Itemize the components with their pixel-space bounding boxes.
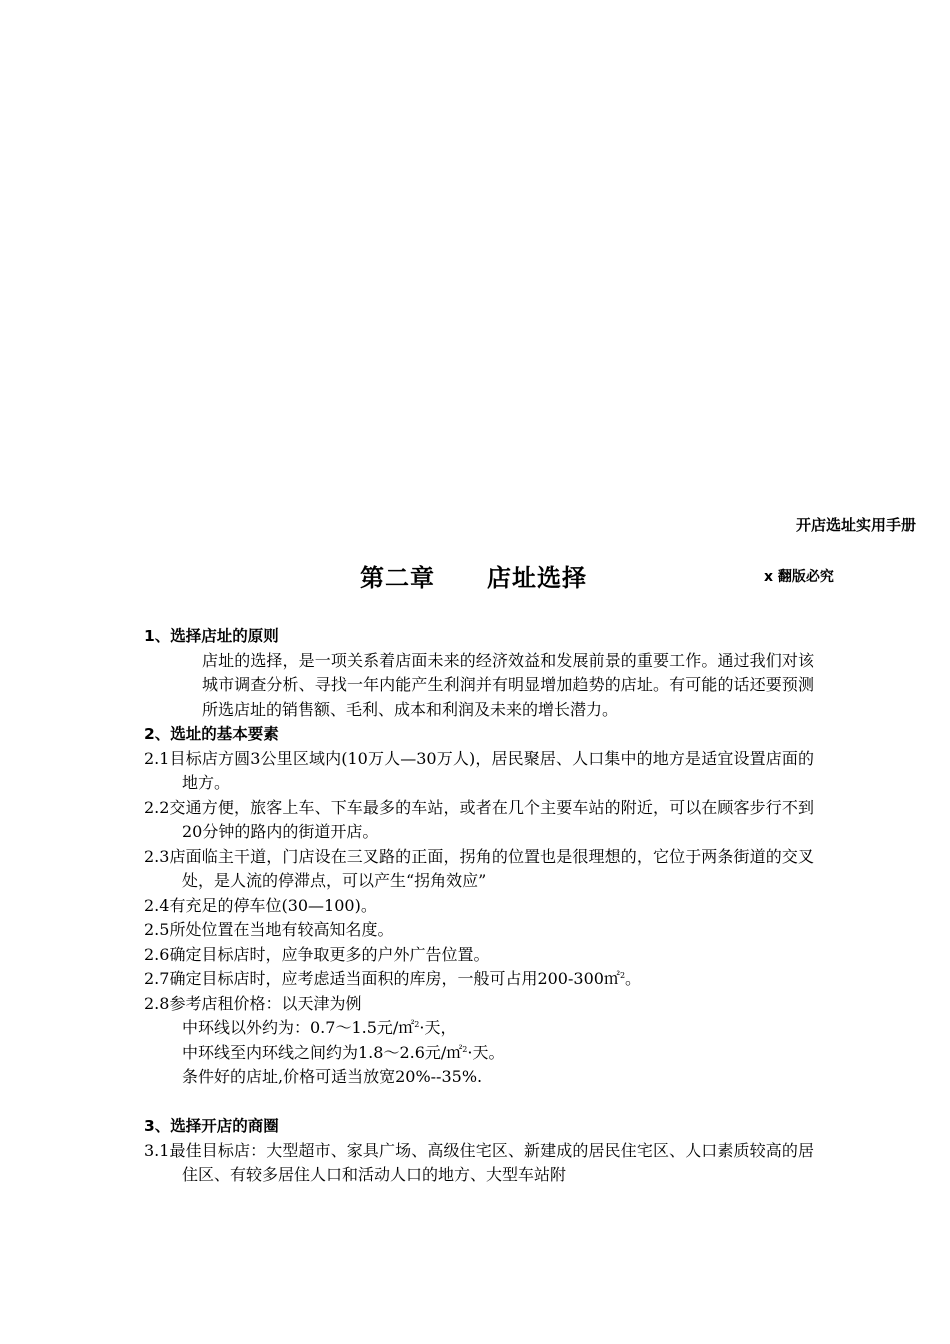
chapter-title xyxy=(360,558,587,593)
rent-outer-end: ·天， xyxy=(419,1018,457,1037)
copyright-notice: x 翻版必究 xyxy=(764,569,834,585)
superscript: 2 xyxy=(462,1044,468,1054)
list-item: 2.5所处位置在当地有较高知名度。 xyxy=(144,920,394,939)
list-item: 2.4有充足的停车位(30—100)。 xyxy=(144,895,377,915)
superscript: 2 xyxy=(619,971,626,980)
rent-outer-text: 中环线以外约为：0.7～1.5元/㎡ xyxy=(182,1018,415,1037)
list-item-3-1: 3.1最佳目标店：大型超市、家具广场、高级住宅区、新建成的居民住宅区、人口素质较高的居住区、有较多居住人口和活动人口的地方、大型车站附 xyxy=(144,1140,814,1184)
section-heading-1: 1、选择店址的原则 xyxy=(144,627,279,645)
spacer xyxy=(144,1090,814,1115)
item-2-7-text: 2.7确定目标店时，应考虑适当面积的库房，一般可占用200-300㎡ xyxy=(144,969,620,988)
rent-inner-text: 中环线至内环线之间约为1.8～2.6元/㎡ xyxy=(182,1042,463,1062)
section-heading-2: 2、选址的基本要素 xyxy=(144,725,279,743)
document-body xyxy=(144,624,814,1188)
running-header: 开店选址实用手册 xyxy=(795,516,916,534)
list-item-2-8: 2.8参考店租价格：以天津为例 xyxy=(144,993,362,1013)
rent-inner-ring xyxy=(144,1041,814,1066)
list-item: 2.3店面临主干道，门店设在三叉路的正面，拐角的位置也是很理想的，它位于两条街道的交叉处，是人流的停滞点，可以产生“拐角效应” xyxy=(144,846,814,890)
rent-outer-ring xyxy=(144,1016,814,1041)
list-item: 2.6确定目标店时，应争取更多的户外广告位置。 xyxy=(144,944,490,964)
rent-note: 条件好的店址,价格可适当放宽20%--35%. xyxy=(182,1067,483,1086)
list-item-2-7 xyxy=(144,967,814,992)
list-item: 2.2交通方便，旅客上车、下车最多的车站，或者在几个主要车站的附近，可以在顾客步行不到20分钟的路内的街道开店。 xyxy=(144,797,814,841)
section-1-paragraph: 店址的选择，是一项关系着店面未来的经济效益和发展前景的重要工作。通过我们对该城市调查分析、寻找一年内能产生利润并有明显增加趋势的店址。有可能的话还要预测所选店址的销售额、毛利、成本和利润及未来的增长潜力。 xyxy=(202,650,814,719)
list-item: 2.1目标店方圆3公里区域内(10万人—30万人)，居民聚居、人口集中的地方是适宜设置店面的地方。 xyxy=(144,748,814,792)
chapter-name: 店址选择 xyxy=(487,564,587,592)
rent-inner-end: ·天。 xyxy=(467,1042,505,1062)
section-heading-3: 3、选择开店的商圈 xyxy=(144,1117,279,1135)
item-2-7-end: 。 xyxy=(625,969,642,988)
superscript: 2 xyxy=(414,1020,420,1029)
chapter-number: 第二章 xyxy=(360,564,435,592)
